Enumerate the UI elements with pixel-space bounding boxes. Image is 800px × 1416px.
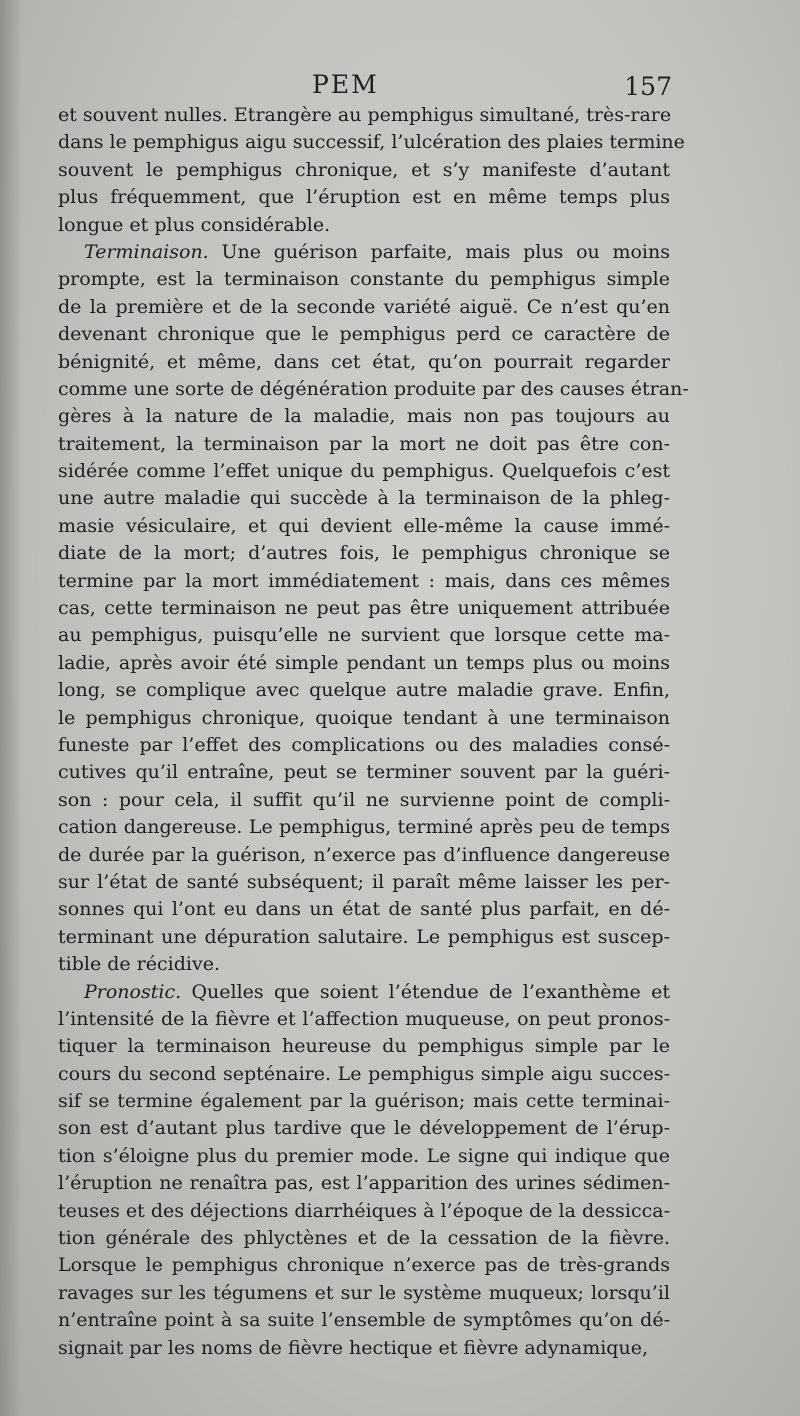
text-line [58,1061,670,1088]
text-line [58,540,670,567]
line-text: souvent le pemphigus chronique, et s’y manifeste d’autant [58,158,670,181]
text-line [58,924,670,951]
line-text: sidérée comme l’effet unique du pemphigus. Quelquefois c’est [58,460,670,483]
line-text: devenant chronique que le pemphigus perd ce caractère de [58,323,670,346]
line-text: ravages sur les tégumens et sur le système muqueux; lorsqu’il [58,1281,670,1304]
text-line [58,1198,670,1225]
text-line [58,1115,670,1142]
text-line [58,458,670,485]
text-line [58,677,670,704]
text-line [58,1252,670,1279]
text-line [58,157,670,184]
line-text: funeste par l’effet des complications ou des maladies consé- [58,733,670,756]
text-line [58,212,670,239]
page-header [0,64,800,104]
gutter-shadow [0,0,22,1416]
line-text: l’intensité de la fièvre et l’affection muqueuse, on peut pronos- [58,1007,670,1030]
line-text: tible de récidive. [58,953,220,976]
line-text: ladie, après avoir été simple pendant un temps plus ou moins [58,651,670,674]
text-line [58,595,670,622]
line-text: sur l’état de santé subséquent; il paraît même laisser les per- [58,870,670,893]
text-line [58,1335,670,1362]
line-text: n’entraîne point à sa suite l’ensemble de symptômes qu’on dé- [58,1309,670,1332]
line-text: signait par les noms de fièvre hectique et fièvre adynamique, [58,1336,648,1359]
text-line [58,321,670,348]
text-line [58,239,670,266]
line-text: de durée par la guérison, n’exerce pas d’influence dangereuse [58,843,670,866]
text-line [58,1143,670,1170]
line-text: son : pour cela, il suffit qu’il ne survienne point de compli- [58,788,670,811]
text-line [58,1225,670,1252]
text-line [58,759,670,786]
line-text: Quelles que soient l’étendue de l’exanthème et [181,980,670,1003]
text-line [58,431,670,458]
paragraph [58,239,689,979]
text-line [58,349,670,376]
text-line [58,266,670,293]
text-line [58,1006,670,1033]
text-line [58,951,670,978]
text-line [58,294,670,321]
paragraph [58,102,685,239]
line-text: bénignité, et même, dans cet état, qu’on pourrait regarder [58,350,670,373]
text-line [58,650,670,677]
text-line [58,513,670,540]
text-line [58,814,670,841]
section-heading: Terminaison. [84,240,209,263]
text-line [58,403,670,430]
line-text: cas, cette terminaison ne peut pas être uniquement attribuée [58,597,670,620]
line-text: cutives qu’il entraîne, peut se terminer souvent par la guéri- [58,761,670,784]
text-line [58,129,685,156]
text-line [58,568,670,595]
text-line [58,376,689,403]
line-text: une autre maladie qui succède à la terminaison de la phleg- [58,487,670,510]
running-head: PEM [312,70,379,99]
line-text: cours du second septénaire. Le pemphigus simple aigu succes- [58,1062,670,1085]
text-line [58,705,670,732]
text-line [58,485,670,512]
line-text: tiquer la terminaison heureuse du pemphigus simple par le [58,1035,670,1058]
line-text: le pemphigus chronique, quoique tendant à une terminaison [58,706,670,729]
line-text: terminant une dépuration salutaire. Le pemphigus est suscep- [58,925,670,948]
line-text: sonnes qui l’ont eu dans un état de santé plus parfait, en dé- [58,898,670,921]
section-heading: Pronostic. [84,980,182,1003]
line-text: long, se complique avec quelque autre maladie grave. Enfin, [58,679,670,702]
line-text: comme une sorte de dégénération produite par des causes étran- [58,377,689,400]
text-line [58,102,670,129]
line-text: teuses et des déjections diarrhéiques à l’époque de la dessicca- [58,1199,671,1222]
line-text: dans le pemphigus aigu successif, l’ulcération des plaies termine [58,131,685,154]
line-text: prompte, est la terminaison constante du pemphigus simple [58,268,670,291]
line-text: l’éruption ne renaîtra pas, est l’apparition des urines sédimen- [58,1172,670,1195]
text-line [58,1307,670,1334]
text-line [58,1280,670,1307]
line-text: masie vésiculaire, et qui devient elle-même la cause immé- [58,514,670,537]
line-text: Une guérison parfaite, mais plus ou moins [208,240,670,263]
text-line [58,622,670,649]
text-line [58,979,670,1006]
body-text [58,102,689,1362]
line-text: au pemphigus, puisqu’elle ne survient que lorsque cette ma- [58,624,670,647]
text-line [58,732,670,759]
line-text: tion générale des phlyctènes et de la cessation de la fièvre. [58,1227,670,1250]
line-text: plus fréquemment, que l’éruption est en même temps plus [58,186,670,209]
line-text: longue et plus considérable. [58,213,331,236]
page-number: 157 [624,72,672,101]
text-line [58,787,670,814]
text-line [58,842,670,869]
text-line [58,1088,670,1115]
line-text: tion s’éloigne plus du premier mode. Le signe qui indique que [58,1144,670,1167]
text-line [58,1170,670,1197]
line-text: termine par la mort immédiatement : mais, dans ces mêmes [58,569,670,592]
line-text: de la première et de la seconde variété aiguë. Ce n’est qu’en [58,295,670,318]
paragraph [58,979,670,1362]
text-line [58,184,670,211]
line-text: cation dangereuse. Le pemphigus, terminé après peu de temps [58,816,670,839]
line-text: Lorsque le pemphigus chronique n’exerce pas de très-grands [58,1254,670,1277]
text-line [58,896,670,923]
line-text: sif se termine également par la guérison; mais cette terminai- [58,1090,670,1113]
text-line [58,869,670,896]
line-text: et souvent nulles. Etrangère au pemphigus simultané, très-rare [58,104,672,126]
text-line [58,1033,670,1060]
line-text: diate de la mort; d’autres fois, le pemphigus chronique se [58,542,670,565]
line-text: gères à la nature de la maladie, mais non pas toujours au [58,405,670,428]
line-text: son est d’autant plus tardive que le développement de l’érup- [58,1117,670,1140]
line-text: traitement, la terminaison par la mort ne doit pas être con- [58,432,670,455]
